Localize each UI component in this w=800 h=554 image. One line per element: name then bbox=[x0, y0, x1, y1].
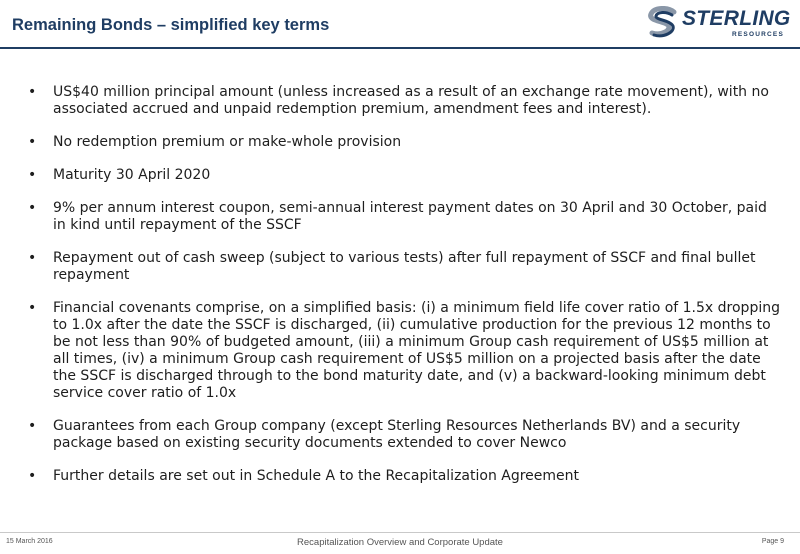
bullet-item bbox=[22, 200, 782, 234]
slide-header bbox=[0, 0, 800, 48]
bullet-list bbox=[22, 84, 782, 501]
logo-wordmark: STERLING bbox=[682, 7, 791, 30]
bullet-text: 9% per annum interest coupon, semi-annual interest payment dates on 30 April and 30 October, paid in kind until repayment of the SSCF bbox=[53, 200, 767, 233]
bullet-text: Maturity 30 April 2020 bbox=[53, 167, 211, 183]
bullet-item bbox=[22, 84, 782, 118]
logo-subtitle: RESOURCES bbox=[732, 31, 784, 38]
page-number: Page 9 bbox=[761, 538, 784, 545]
footer-title: Recapitalization Overview and Corporate Update bbox=[297, 537, 503, 548]
bullet-marker: • bbox=[28, 84, 37, 100]
bullet-marker: • bbox=[28, 250, 37, 266]
bullet-text: Financial covenants comprise, on a simplified basis: (i) a minimum field life cover ratio of 1.5x dropping to 1.0x after the date the SSCF is discharged, (ii) cumulative production for the previous 12 months to be not less than 90% of budgeted amount, (iii) a minimum Group cash requirement of US$5 million at all times, (iv) a minimum Group cash requirement of US$5 million on a projected basis after the date the SSCF is discharged through to the bond maturity date, and (v) a backward-looking minimum debt service cover ratio of 1.0x bbox=[53, 300, 780, 401]
sterling-logo bbox=[644, 6, 794, 40]
bullet-marker: • bbox=[28, 200, 37, 216]
bullet-text: No redemption premium or make-whole provision bbox=[53, 134, 402, 150]
sterling-emblem-icon bbox=[644, 6, 684, 40]
bullet-marker: • bbox=[28, 300, 37, 316]
bullet-marker: • bbox=[28, 468, 37, 484]
bullet-marker: • bbox=[28, 134, 37, 150]
footer-date: 15 March 2016 bbox=[6, 538, 53, 545]
bullet-item bbox=[22, 250, 782, 284]
bullet-text: US$40 million principal amount (unless increased as a result of an exchange rate movement), with no associated accrued and unpaid redemption premium, amendment fees and interest). bbox=[53, 84, 769, 117]
bullet-item bbox=[22, 468, 782, 485]
bullet-marker: • bbox=[28, 418, 37, 434]
bullet-marker: • bbox=[28, 167, 37, 183]
bullet-item bbox=[22, 300, 782, 402]
bullet-text: Further details are set out in Schedule A to the Recapitalization Agreement bbox=[53, 468, 580, 484]
title-divider bbox=[0, 47, 800, 49]
bullet-item bbox=[22, 418, 782, 452]
bullet-text: Repayment out of cash sweep (subject to various tests) after full repayment of SSCF and final bullet repayment bbox=[53, 250, 756, 283]
slide-title: Remaining Bonds – simplified key terms bbox=[12, 16, 330, 34]
bullet-text: Guarantees from each Group company (except Sterling Resources Netherlands BV) and a security package based on existing security documents extended to cover Newco bbox=[53, 418, 741, 451]
bullet-item bbox=[22, 167, 782, 184]
footer-divider bbox=[0, 532, 800, 533]
bullet-item bbox=[22, 134, 782, 151]
